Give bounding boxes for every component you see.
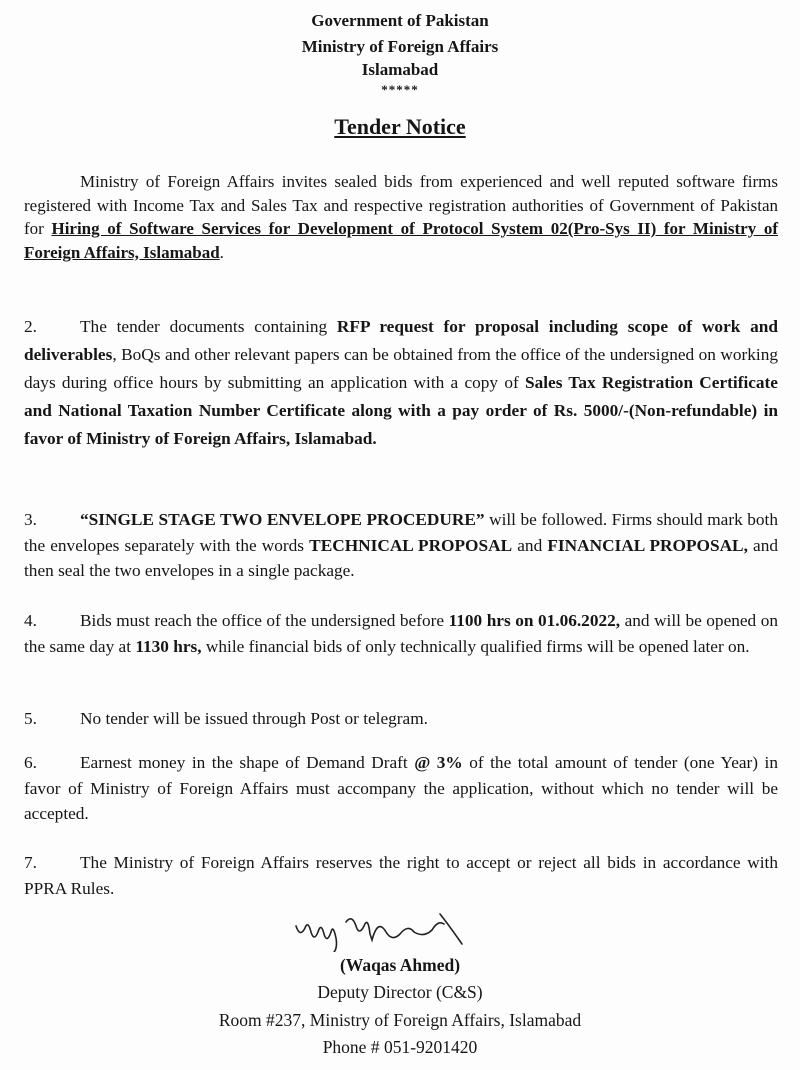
header-government: Government of Pakistan: [311, 11, 489, 30]
paragraph-2-text-a: The tender documents containing: [80, 317, 337, 336]
signatory-address: Room #237, Ministry of Foreign Affairs, Islamabad: [218, 1010, 582, 1030]
header-stars: *****: [381, 82, 419, 97]
paragraph-5-number: 5.: [24, 709, 37, 728]
header-city: Islamabad: [361, 60, 439, 79]
signatory-designation: Deputy Director (C&S): [317, 982, 483, 1002]
paragraph-1-subject: Hiring of Software Services for Development of Protocol System 02(Pro-Sys II) for Ministry of Foreign Affairs, Islamabad: [24, 219, 778, 262]
paragraph-3-bold-b: TECHNICAL PROPOSAL: [309, 535, 513, 555]
paragraph-2: [24, 313, 778, 453]
paragraph-6: [24, 750, 778, 827]
paragraph-2-bold-a: RFP request for proposal including scope of work and deliverables: [24, 317, 778, 364]
paragraph-1: [24, 170, 778, 264]
page-title: Tender Notice: [334, 114, 466, 139]
paragraph-6-text-b: of the total amount of tender (one Year) in favor of Ministry of Foreign Affairs must accompany the application, without which no tender will be accepted.: [24, 753, 779, 823]
paragraph-3-text-a: will be followed. Firms should mark both the envelopes separately with the words: [24, 510, 778, 555]
paragraph-3: [24, 507, 778, 584]
signatory-name: (Waqas Ahmed): [339, 955, 461, 975]
paragraph-6-bold: @ 3%: [414, 753, 463, 772]
paragraph-7: [24, 850, 778, 901]
paragraph-1-end: .: [219, 242, 224, 262]
paragraph-6-text-a: Earnest money in the shape of Demand Draft: [80, 753, 415, 772]
paragraph-4-bold-a: 1100 hrs on 01.06.2022,: [448, 611, 621, 630]
handwritten-signature: [290, 902, 490, 952]
paragraph-4-number: 4.: [24, 611, 37, 630]
header-ministry: Ministry of Foreign Affairs: [301, 37, 499, 56]
paragraph-5: [24, 706, 778, 732]
paragraph-3-bold-a: “SINGLE STAGE TWO ENVELOPE PROCEDURE”: [80, 510, 485, 529]
paragraph-1-text: Ministry of Foreign Affairs invites sealed bids from experienced and well reputed software firms registered with Income Tax and Sales Tax and respective registration authorities of Government of Pakistan for: [24, 172, 778, 238]
paragraph-3-number: 3.: [24, 510, 37, 529]
paragraph-7-text: The Ministry of Foreign Affairs reserves the right to accept or reject all bids in accordance with PPRA Rules.: [24, 853, 778, 898]
paragraph-3-bold-c: FINANCIAL PROPOSAL,: [547, 535, 748, 555]
paragraph-2-bold-b: Sales Tax Registration Certificate and National Taxation Number Certificate along with a pay order of Rs. 5000/-(Non-refundable) in favor of Ministry of Foreign Affairs, Islamabad.: [24, 373, 778, 448]
paragraph-4-text-c: while financial bids of only technically qualified firms will be opened later on.: [201, 636, 750, 656]
signatory-phone: Phone # 051-9201420: [322, 1037, 478, 1057]
paragraph-5-text: No tender will be issued through Post or telegram.: [80, 709, 428, 728]
paragraph-3-text-c: and then seal the two envelopes in a single package.: [24, 535, 778, 580]
paragraph-2-text-b: , BoQs and other relevant papers can be obtained from the office of the undersigned on working days during office hours by submitting an application with a copy of: [24, 345, 778, 392]
paragraph-4: [24, 608, 778, 659]
paragraph-4-bold-b: 1130 hrs,: [135, 636, 202, 656]
paragraph-6-number: 6.: [24, 753, 37, 772]
paragraph-3-text-b: and: [512, 535, 548, 555]
paragraph-4-text-b: and will be opened on the same day at: [24, 611, 778, 656]
paragraph-2-number: 2.: [24, 317, 37, 336]
paragraph-7-number: 7.: [24, 853, 37, 872]
paragraph-4-text-a: Bids must reach the office of the undersigned before: [80, 611, 449, 630]
